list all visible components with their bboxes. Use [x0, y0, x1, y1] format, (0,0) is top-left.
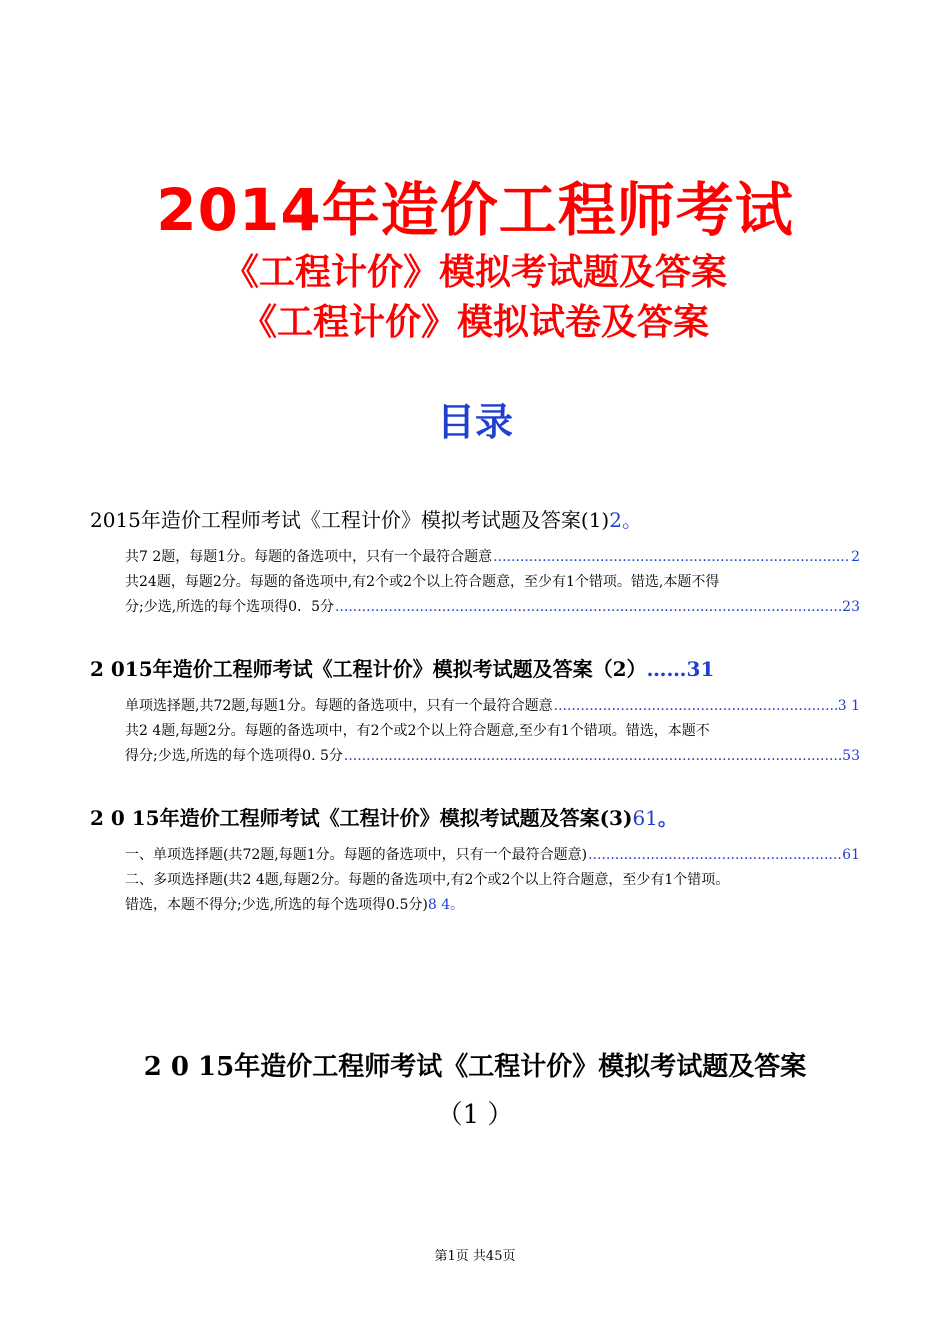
- toc-section-1-suffix: 。: [621, 508, 642, 532]
- toc-leader-dots: [493, 545, 850, 570]
- cover-title: 2014年造价工程师考试: [156, 176, 794, 244]
- toc-entry-page: 8 4: [427, 897, 451, 913]
- toc-section-1[interactable]: [90, 506, 870, 534]
- toc-entry-2-2[interactable]: [125, 719, 860, 769]
- toc-entry-2-1[interactable]: [125, 694, 860, 719]
- toc-section-1-page: 2: [609, 508, 622, 532]
- toc-heading: 目录: [436, 400, 513, 444]
- cover-subtitle-2: 《工程计价》模拟试卷及答案: [240, 302, 709, 343]
- toc-entry-text: 二、多项选择题(共2 4题,每题2分。每题的备选项中,有2个或2个以上符合题意，至少有1个错项。: [125, 872, 730, 888]
- toc-section-2-dots: ……: [646, 657, 687, 681]
- toc-entry-page: 3 1: [837, 698, 860, 714]
- cover-subtitle-1: 《工程计价》模拟考试题及答案: [222, 252, 727, 293]
- toc-entry-page: 53: [842, 748, 860, 764]
- toc-leader-dots: [335, 595, 841, 620]
- toc-section-3-title: 2 0 15年造价工程师考试《工程计价》模拟考试题及答案(3): [90, 806, 633, 830]
- toc-entry-suffix: 。: [450, 897, 465, 913]
- toc-entry-text: 单项选择题,共72题,每题1分。每题的备选项中，只有一个最符合题意: [125, 698, 553, 714]
- toc-entry-page: 61: [842, 847, 860, 863]
- toc-leader-dots: [588, 843, 841, 868]
- toc-entry-page: 2: [851, 549, 860, 565]
- section-title-number: （1 ）: [436, 1100, 514, 1130]
- toc-section-3-page: 61: [632, 806, 658, 830]
- toc-entry-text: 共24题，每题2分。每题的备选项中,有2个或2个以上符合题意，至少有1个错项。错选,本题不得: [125, 574, 720, 590]
- toc-section-2[interactable]: [90, 655, 870, 683]
- toc-section-2-title: 2 015年造价工程师考试《工程计价》模拟考试题及答案（2）: [90, 657, 647, 681]
- toc-section-1-title: 2015年造价工程师考试《工程计价》模拟考试题及答案(1): [90, 508, 610, 532]
- toc-entry-text-cont: 错选，本题不得分;少选,所选的每个选项得0.5分): [125, 897, 428, 913]
- toc-entry-text-cont: 分;少选,所选的每个选项得0．5分: [125, 599, 334, 615]
- toc-entry-1-2[interactable]: [125, 570, 860, 620]
- toc-entry-text-cont: 得分;少选,所选的每个选项得0. 5分: [125, 748, 343, 764]
- toc-entry-1-1[interactable]: [125, 545, 860, 570]
- toc-section-2-page: 31: [686, 657, 715, 681]
- toc-leader-dots: [554, 694, 837, 719]
- page-footer: 第1页 共45页: [434, 1249, 516, 1264]
- toc-entry-text: 共7 2题，每题1分。每题的备选项中，只有一个最符合题意: [125, 549, 493, 565]
- toc-section-3-suffix: 。: [657, 806, 678, 830]
- toc-leader-dots: [344, 744, 841, 769]
- section-title: 2 0 15年造价工程师考试《工程计价》模拟考试题及答案: [143, 1052, 807, 1082]
- toc-entry-text: 一、单项选择题(共72题,每题1分。每题的备选项中，只有一个最符合题意): [125, 847, 588, 863]
- toc-entry-text: 共2 4题,每题2分。每题的备选项中，有2个或2个以上符合题意,至少有1个错项。错选，本题不: [125, 723, 710, 739]
- toc-entry-3-2[interactable]: [125, 868, 873, 918]
- toc-entry-page: 23: [842, 599, 860, 615]
- toc-section-3[interactable]: [90, 804, 870, 832]
- toc-entry-3-1[interactable]: [125, 843, 860, 868]
